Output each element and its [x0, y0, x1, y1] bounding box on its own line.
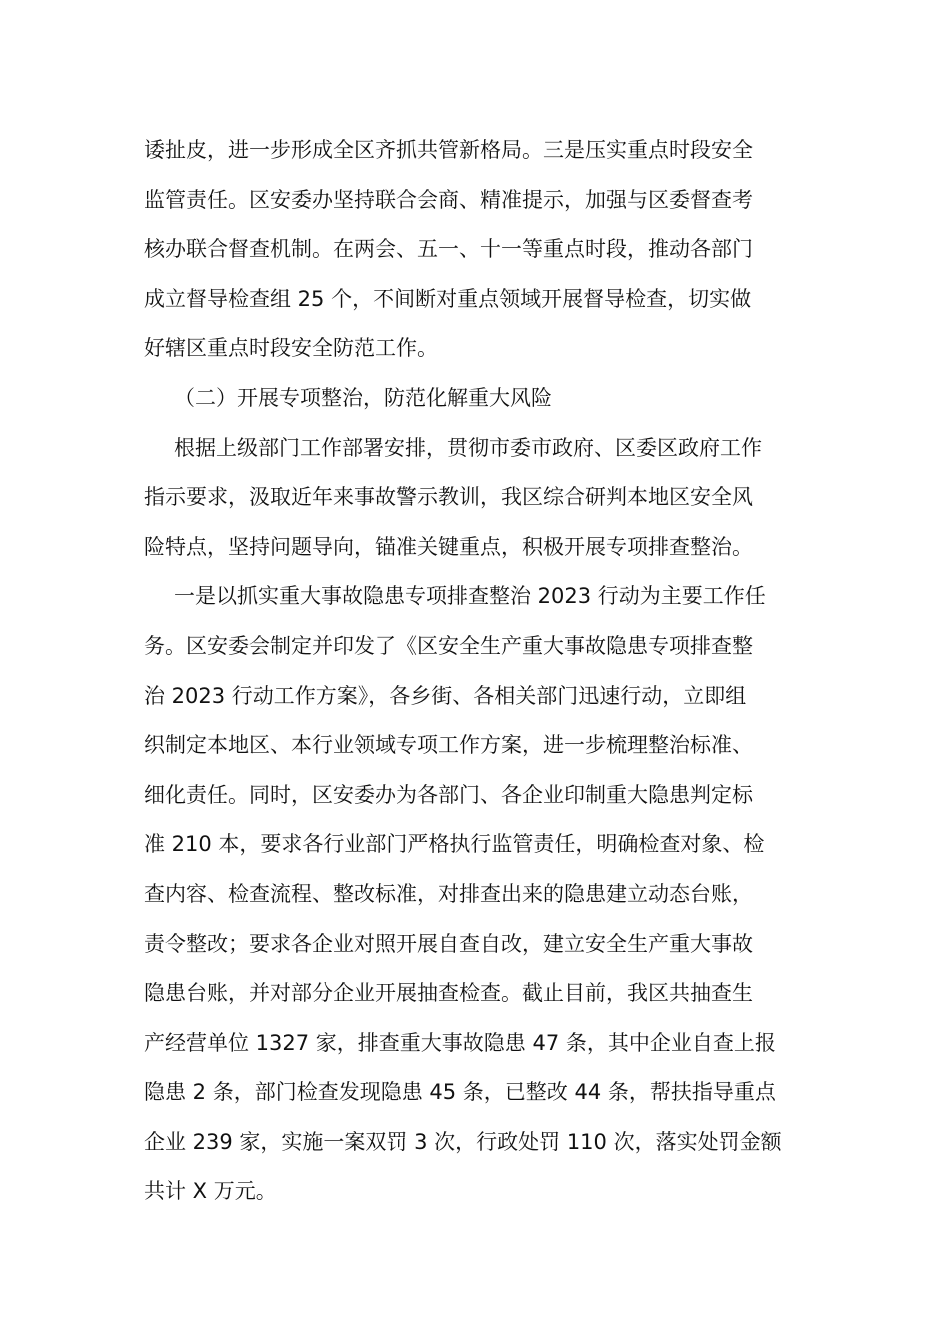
text-line: 好辖区重点时段安全防范工作。 [144, 336, 438, 361]
text-line: 务。区安委会制定并印发了《区安全生产重大事故隐患专项排查整 [144, 633, 753, 658]
text-line: 核办联合督查机制。在两会、五一、十一等重点时段，推动各部门 [144, 237, 753, 262]
text-line: 企业 239 家，实施一案双罚 3 次，行政处罚 110 次，落实处罚金额 [144, 1129, 782, 1154]
text-line: 隐患台账，并对部分企业开展抽查检查。截止目前，我区共抽查生 [144, 981, 753, 1006]
text-line: 诿扯皮，进一步形成全区齐抓共管新格局。三是压实重点时段安全 [144, 138, 753, 162]
text-line: 成立督导检查组 25 个，不间断对重点领域开展督导检查，切实做 [144, 286, 752, 311]
text-line: 隐患 2 条，部门检查发现隐患 45 条，已整改 44 条，帮扶指导重点 [144, 1080, 776, 1105]
text-line: 细化责任。同时，区安委办为各部门、各企业印制重大隐患判定标 [144, 782, 753, 807]
text-line: 一是以抓实重大事故隐患专项排查整治 2023 行动为主要工作任 [174, 584, 766, 609]
text-line: 织制定本地区、本行业领域专项工作方案，进一步梳理整治标准、 [144, 733, 753, 758]
text-line: 监管责任。区安委办坚持联合会商、精准提示，加强与区委督查考 [144, 187, 753, 212]
text-line: 根据上级部门工作部署安排，贯彻市委市政府、区委区政府工作 [174, 435, 762, 460]
text-line: 共计 X 万元。 [144, 1179, 277, 1204]
text-line: 治 2023 行动工作方案》，各乡街、各相关部门迅速行动，立即组 [144, 683, 747, 708]
document-body [144, 126, 824, 1217]
text-line: 查内容、检查流程、整改标准，对排查出来的隐患建立动态台账， [144, 881, 753, 906]
text-line: 责令整改；要求各企业对照开展自查自改，建立安全生产重大事故 [144, 931, 753, 956]
text-line: 产经营单位 1327 家，排查重大事故隐患 47 条，其中企业自查上报 [144, 1030, 776, 1055]
section-heading: （二）开展专项整治，防范化解重大风险 [174, 385, 552, 410]
text-line: 指示要求，汲取近年来事故警示教训，我区综合研判本地区安全风 [144, 485, 753, 510]
text-line: 准 210 本，要求各行业部门严格执行监管责任，明确检查对象、检 [144, 832, 765, 857]
text-line: 险特点，坚持问题导向，锚准关键重点，积极开展专项排查整治。 [144, 534, 753, 559]
